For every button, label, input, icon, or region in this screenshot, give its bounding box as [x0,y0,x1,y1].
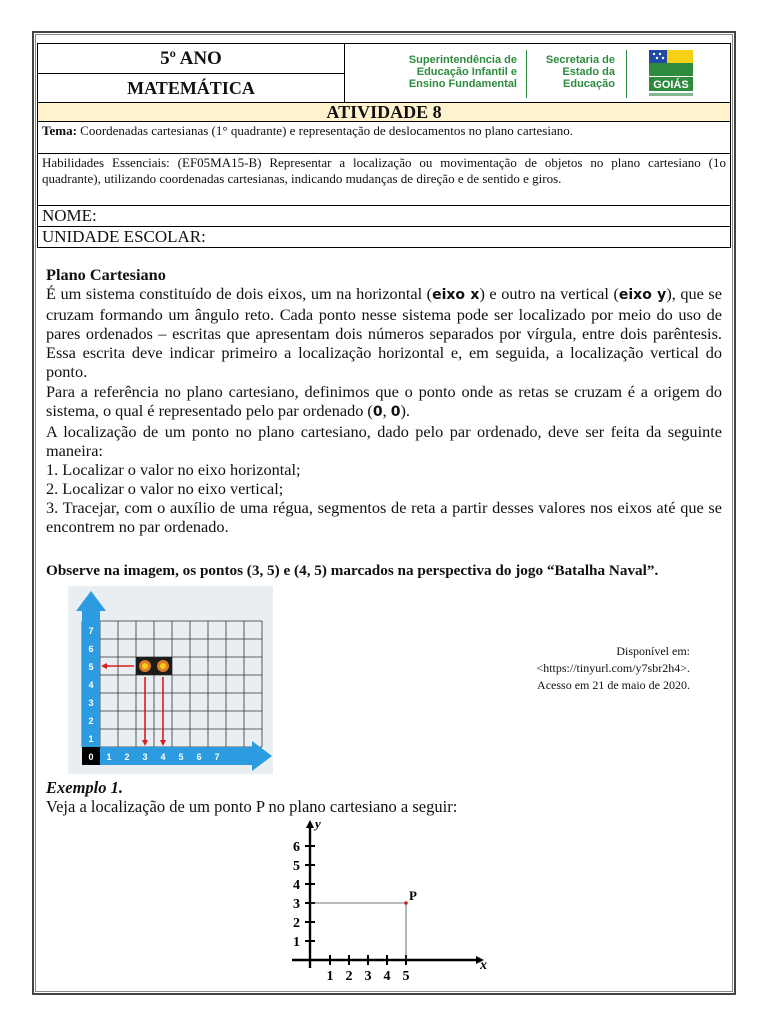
grade-cell: 5º ANO [37,43,345,74]
y-tick-label: 5 [88,662,94,672]
logos-cell [344,43,731,103]
y-tick-label: 4 [88,680,94,690]
paragraph-steps: A localização de um ponto no plano cartesiano, dado pelo par ordenado, deve ser feita da seguinte maneira: [46,421,722,460]
x-tick-label: 2 [345,969,353,984]
image-source: Disponível em: <https://tinyurl.com/y7sbr2h4>. Acesso em 21 de maio de 2020. [536,644,690,692]
logo-divider [526,50,527,98]
ship-marker-core [160,663,166,669]
naval-grid-image [68,586,273,774]
goias-logo [635,48,711,100]
y-tick-label: 2 [88,716,94,726]
x-tick-label: 4 [383,969,391,984]
x-tick-label: 4 [160,752,166,762]
name-field: NOME: [37,205,731,227]
step-2: 2. Localizar o valor no eixo vertical; [46,479,284,499]
superintendencia-logo: Superintendência de Educação Infantil e Ensino Fundamental [408,54,517,90]
goias-logo-text: GOIÁS [653,79,689,91]
y-tick-label: 5 [293,859,300,874]
activity-title: ATIVIDADE 8 [37,102,731,122]
example-title: Exemplo 1. [46,778,123,797]
step-1: 1. Localizar o valor no eixo horizontal; [46,459,301,479]
y-tick-label: 6 [293,840,300,855]
skills-cell: Habilidades Essenciais: (EF05MA15-B) Representar a localização ou movimentação de objetos no plano cartesiano (1o quadrante), utilizando coordenadas cartesianas, indicando mudanças de direção e de sentido e giros. [37,153,731,206]
y-tick-label: 3 [88,698,94,708]
x-tick-label: 3 [142,752,148,762]
y-tick-label: 4 [293,878,300,893]
y-tick-label: 1 [293,935,300,950]
point-p-label: P [409,888,417,903]
point-p [404,901,408,905]
y-tick-label: 7 [88,626,94,636]
logo-divider [626,50,627,98]
secretaria-logo: Secretaria de Estado da Educação [545,54,615,90]
x-tick-label: 5 [402,969,410,984]
school-field: UNIDADE ESCOLAR: [37,226,731,248]
x-tick-label: 7 [214,752,220,762]
y-tick-label: 2 [293,916,300,931]
theme-cell: Tema: Coordenadas cartesianas (1° quadrante) e representação de deslocamentos no plano cartesiano. [37,121,731,154]
paragraph-origin: Para a referência no plano cartesiano, definimos que o ponto onde as retas se cruzam é a origem do sistema, o qual é representado pelo par ordenado (0, 0). [46,381,722,420]
observe-text: Observe na imagem, os pontos (3, 5) e (4, 5) marcados na perspectiva do jogo “Batalha Naval”. [46,562,659,579]
example-text: Veja a localização de um ponto P no plano cartesiano a seguir: [46,797,458,816]
x-tick-label: 6 [196,752,202,762]
y-tick-label: 3 [293,897,300,912]
ship-marker-core [142,663,148,669]
content-body [46,265,722,536]
x-tick-label: 1 [106,752,112,762]
x-tick-label: 1 [326,969,334,984]
x-axis-label: x [480,958,487,973]
section-title: Plano Cartesiano [46,265,166,284]
cartesian-plane [280,816,490,986]
x-tick-label: 5 [178,752,184,762]
x-tick-label: 2 [124,752,130,762]
paragraph-intro: É um sistema constituído de dois eixos, um na horizontal (eixo x) e outro na vertical (eixo y), que se cruzam formando um ângulo reto. Cada ponto nesse sistema pode ser localizado por meio do uso de pares ordenados – escritas que apresentam dois números separados por vírgula, entre dois parêntesis. Essa escrita deve indicar primeiro a localização horizontal e, em seguida, a localização vertical do ponto. [46,284,722,382]
x-tick-label: 0 [88,752,94,762]
x-tick-label: 3 [364,969,372,984]
y-tick-label: 1 [88,734,94,744]
y-axis-label: y [315,816,321,831]
y-axis-arrow [306,820,314,828]
y-tick-label: 6 [88,644,94,654]
step-3: 3. Tracejar, com o auxílio de uma régua, segmentos de reta a partir desses valores nos eixos até que se encontrem no par ordenado. [46,498,722,537]
subject-cell: MATEMÁTICA [37,73,345,103]
